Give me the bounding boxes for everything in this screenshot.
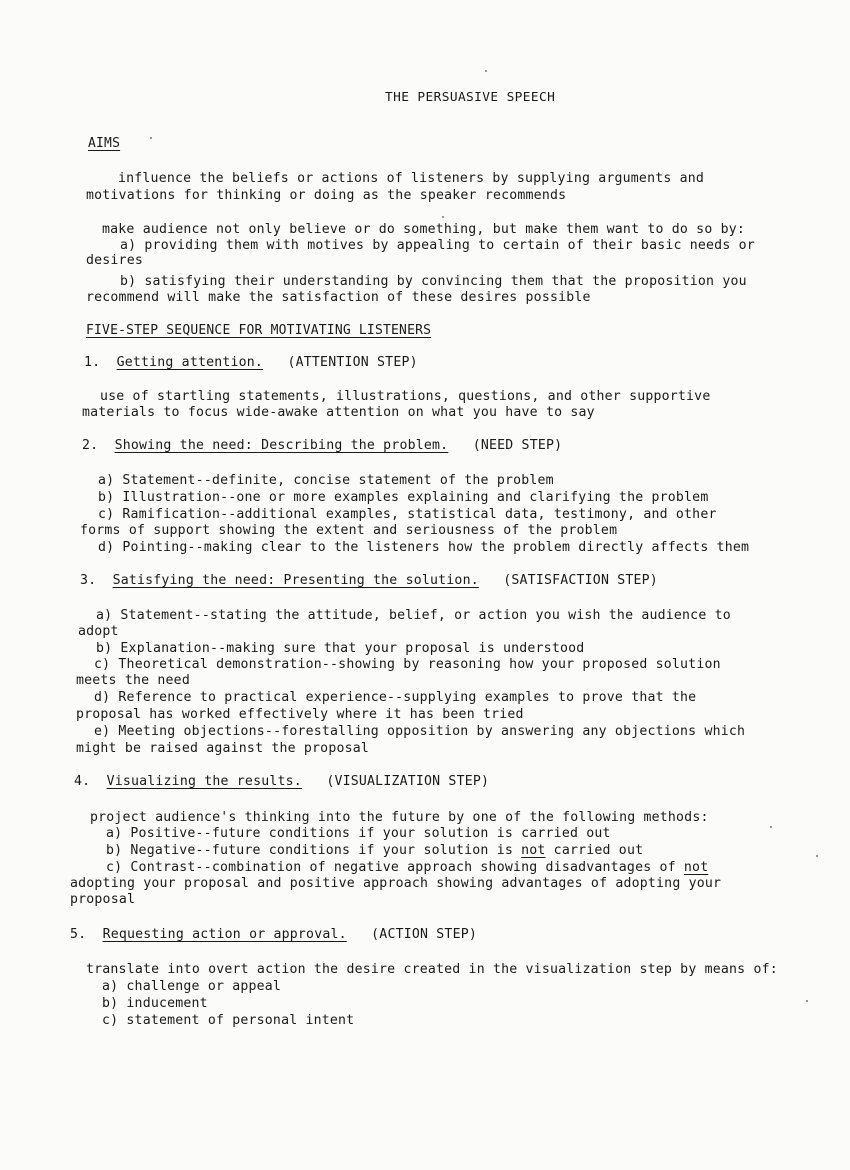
step-4-item-c-cont: adopting your proposal and positive approach showing advantages of adopting your — [70, 876, 722, 891]
step-4-item-b-text: b) Negative--future conditions if your solution is — [106, 843, 522, 858]
step-4-item-a: a) Positive--future conditions if your solution is carried out — [106, 826, 611, 841]
aims-p2-text: make audience not only believe or do something, but make them want to do so by: — [102, 222, 746, 237]
step-2-item: d) Pointing--making clear to the listeners how the problem directly affects them — [98, 540, 750, 555]
step-4-item-b-text-end: carried out — [545, 843, 644, 858]
aims-item-a-cont: desires — [86, 253, 143, 268]
aims-heading: AIMS — [88, 136, 121, 151]
step-5-item: b) inducement — [102, 996, 208, 1011]
step-5-item: a) challenge or appeal — [102, 979, 282, 994]
sequence-heading: FIVE-STEP SEQUENCE FOR MOTIVATING LISTENERS — [86, 323, 432, 338]
step-3-tag: (SATISFACTION STEP) — [503, 573, 658, 588]
step-3-title: Satisfying the need: Presenting the solution. — [112, 573, 479, 588]
aims-item-a: a) providing them with motives by appealing to certain of their basic needs or — [120, 238, 755, 253]
step-4-intro: project audience's thinking into the future by one of the following methods: — [90, 810, 709, 825]
step-4-item-b — [106, 843, 643, 860]
step-5-heading — [70, 927, 477, 944]
step-1-number: 1. — [84, 355, 101, 370]
step-4-item-c-not: not — [683, 860, 709, 875]
step-5-intro: translate into overt action the desire created in the visualization step by means of: — [86, 962, 778, 977]
step-5-item: c) statement of personal intent — [102, 1013, 355, 1028]
step-2-tag: (NEED STEP) — [472, 438, 563, 453]
step-3-item-cont: adopt — [78, 624, 119, 639]
step-4-tag: (VISUALIZATION STEP) — [326, 774, 490, 789]
scan-speck — [150, 137, 152, 139]
scan-speck — [770, 826, 772, 828]
step-4-item-c-cont: proposal — [70, 892, 136, 907]
page-title: THE PERSUASIVE SPEECH — [385, 90, 556, 105]
step-3-heading — [80, 573, 658, 590]
step-3-item-cont: might be raised against the proposal — [76, 741, 370, 756]
step-3-item: e) Meeting objections--forestalling opposition by answering any objections which — [94, 724, 746, 739]
step-4-heading — [74, 774, 489, 791]
step-1-title: Getting attention. — [116, 355, 264, 370]
scan-speck — [816, 855, 818, 857]
step-5-tag: (ACTION STEP) — [371, 927, 477, 942]
step-3-number: 3. — [80, 573, 97, 588]
aims-item-b-cont: recommend will make the satisfaction of these desires possible — [86, 290, 591, 305]
step-1-heading — [84, 355, 418, 372]
step-3-item: a) Statement--stating the attitude, belief, or action you wish the audience to — [96, 608, 731, 623]
step-1-body-line: use of startling statements, illustrations, questions, and other supportive — [100, 389, 711, 404]
step-2-heading — [82, 438, 562, 455]
aims-item-b: b) satisfying their understanding by convincing them that the proposition you — [120, 274, 747, 289]
step-1-tag: (ATTENTION STEP) — [287, 355, 418, 370]
step-4-title: Visualizing the results. — [106, 774, 302, 789]
step-2-number: 2. — [82, 438, 99, 453]
step-2-title: Showing the need: Describing the problem. — [114, 438, 449, 453]
step-3-item-cont: meets the need — [76, 673, 190, 688]
scan-speck — [442, 216, 444, 218]
step-4-item-c — [106, 860, 708, 877]
step-2-item: a) Statement--definite, concise statement of the problem — [98, 473, 554, 488]
aims-paragraph-line — [102, 222, 745, 239]
aims-paragraph-line: motivations for thinking or doing as the speaker recommends — [86, 188, 567, 203]
step-4-item-b-not: not — [521, 843, 546, 858]
step-4-number: 4. — [74, 774, 91, 789]
step-2-item: b) Illustration--one or more examples explaining and clarifying the problem — [98, 490, 709, 505]
step-2-item-cont: forms of support showing the extent and seriousness of the problem — [80, 523, 618, 538]
step-1-body-line: materials to focus wide-awake attention on what you have to say — [82, 405, 595, 420]
aims-paragraph-line: influence the beliefs or actions of listeners by supplying arguments and — [118, 171, 705, 186]
step-2-item: c) Ramification--additional examples, statistical data, testimony, and other — [98, 507, 717, 522]
step-5-number: 5. — [70, 927, 87, 942]
step-3-item: d) Reference to practical experience--supplying examples to prove that the — [94, 690, 697, 705]
scan-speck — [485, 70, 487, 72]
step-3-item: b) Explanation--making sure that your proposal is understood — [96, 641, 585, 656]
scan-speck — [806, 1000, 808, 1002]
step-5-title: Requesting action or approval. — [102, 927, 347, 942]
step-4-item-c-text: c) Contrast--combination of negative approach showing disadvantages of — [106, 860, 684, 875]
step-3-item-cont: proposal has worked effectively where it has been tried — [76, 707, 524, 722]
step-3-item: c) Theoretical demonstration--showing by reasoning how your proposed solution — [94, 657, 721, 672]
